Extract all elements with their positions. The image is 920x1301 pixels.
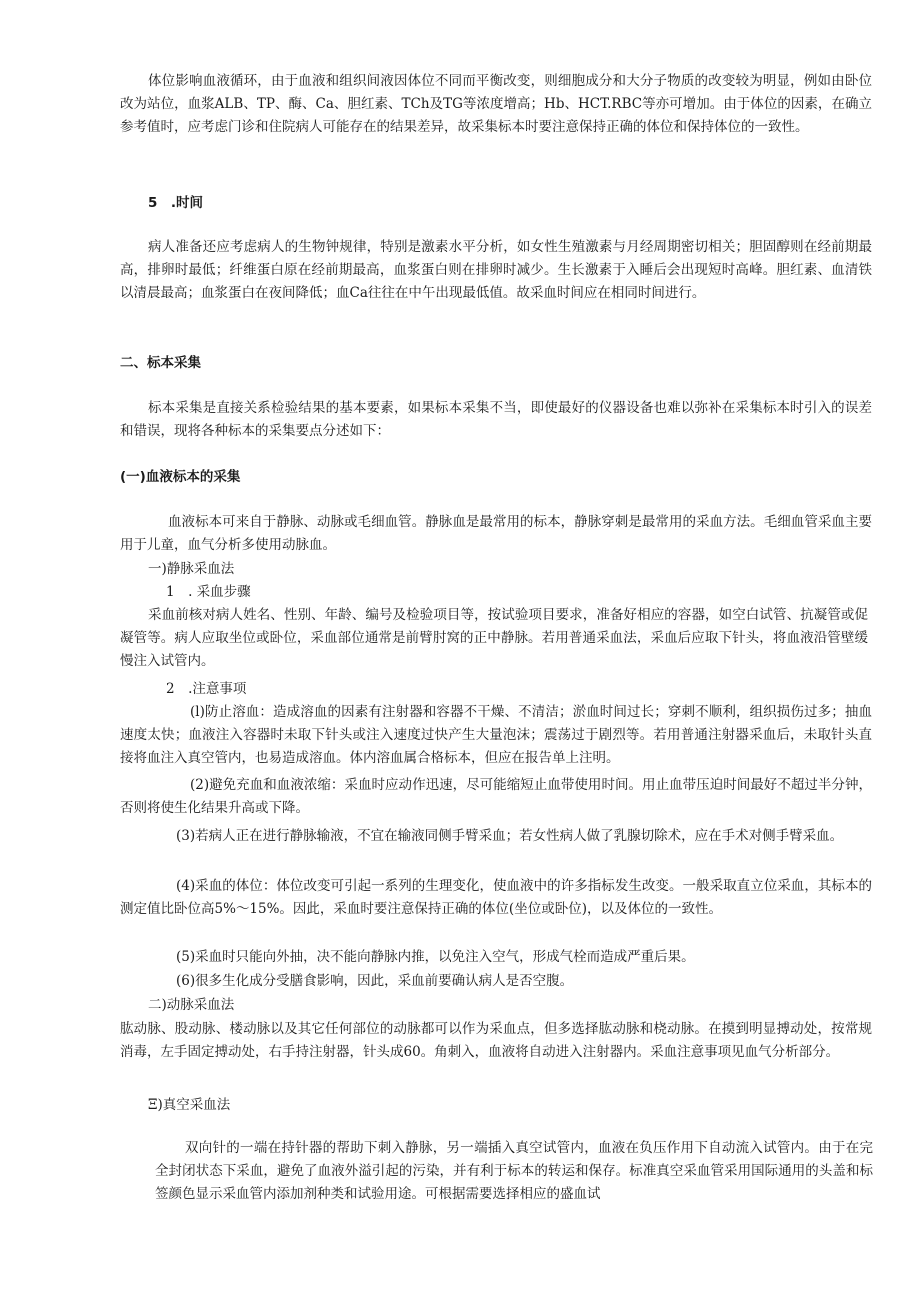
- time-paragraph: 病人准备还应考虑病人的生物钟规律，特别是激素水平分析，如女性生殖激素与月经周期密切相关；胆固醇则在经前期最高，排卵时最低；纤维蛋白原在经前期最高，血浆蛋白则在排卵时减少。生长激素于入睡后会出现短时高峰。胆红素、血清铁以清晨最高；血浆蛋白在夜间降低；血Ca往往在中午出现最低值。故采血时间应在相同时间进行。: [120, 239, 872, 302]
- step2-heading: 2 .注意事项: [166, 681, 247, 697]
- time-heading: 5 .时间: [148, 195, 204, 211]
- posture-effect-paragraph: 体位影响血液循环，由于血液和组织间液因体位不同而平衡改变，则细胞成分和大分子物质的改变较为明显，例如由卧位改为站位，血浆ALB、TP、酶、Ca、胆红素、TCh及TG等浓度增高；Hb、HCT.RBC等亦可增加。由于体位的因素，在确立参考值时，应考虑门诊和住院病人可能存在的结果差异，故采集标本时要注意保持正确的体位和保持体位的一致性。: [120, 73, 872, 136]
- section2-heading: 二、标本采集: [120, 355, 201, 371]
- arterial-paragraph: 肱动脉、股动脉、楼动脉以及其它任何部位的动脉都可以作为采血点，但多选择肱动脉和桡动脉。在摸到明显搏动处，按常规消毒，左手固定搏动处，右手持注射器，针头成60。角刺入，血液将自动进入注射器内。采血注意事项见血气分析部分。: [120, 1021, 872, 1061]
- note-congestion: (2)避免充血和血液浓缩：采血时应动作迅速，尽可能缩短止血带使用时间。用止血带压迫时间最好不超过半分钟，否则将使生化结果升高或下降。: [120, 777, 872, 817]
- note-hemolysis: (l)防止溶血：造成溶血的因素有注射器和容器不干燥、不清洁；淤血时间过长；穿刺不顺利，组织损伤过多；抽血速度太快；血液注入容器时未取下针头或注入速度过快产生大量泡沫；震荡过于剧烈等。若用普通注射器采血后，未取针头直接将血注入真空管内，也易造成溶血。体内溶血属合格标本，但应在报告单上注明。: [120, 704, 872, 767]
- note-fasting: (6)很多生化成分受膳食影响，因此，采血前要确认病人是否空腹。: [176, 973, 574, 989]
- step1-heading: 1 . 采血步骤: [166, 584, 251, 600]
- step1-paragraph: 采血前核对病人姓名、性别、年龄、编号及检验项目等，按试验项目要求，准备好相应的容器，如空白试管、抗凝管或促凝管等。病人应取坐位或卧位，采血部位通常是前臂肘窝的正中静脉。若用普通采血法，采血后应取下针头，将血液沿管壁缓慢注入试管内。: [120, 607, 868, 670]
- note-draw-direction: (5)采血时只能向外抽，决不能向静脉内推，以免注入空气，形成气栓而造成严重后果。: [176, 949, 695, 965]
- section2-paragraph: 标本采集是直接关系检验结果的基本要素，如果标本采集不当，即使最好的仪器设备也难以弥补在采集标本时引入的误差和错误，现将各种标本的采集要点分述如下：: [120, 400, 872, 440]
- note-infusion: (3)若病人正在进行静脉输液，不宜在输液同侧手臂采血；若女性病人做了乳腺切除术，应在手术对侧手臂采血。: [176, 828, 844, 844]
- arterial-method-heading: 二)动脉采血法: [148, 997, 235, 1013]
- venous-method-heading: 一)静脉采血法: [148, 561, 235, 577]
- vacuum-method-heading: Ξ)真空采血法: [148, 1097, 231, 1113]
- blood-sample-heading: (一)血液标本的采集: [120, 469, 241, 485]
- blood-sample-paragraph: 血液标本可来自于静脉、动脉或毛细血管。静脉血是最常用的标本，静脉穿刺是最常用的采血方法。毛细血管采血主要用于儿童，血气分析多使用动脉血。: [120, 514, 872, 554]
- vacuum-paragraph: 双向针的一端在持针器的帮助下刺入静脉，另一端插入真空试管内，血液在负压作用下自动流入试管内。由于在完全封闭状态下采血，避免了血液外溢引起的污染，并有利于标本的转运和保存。标准真空采血管采用国际通用的头盖和标签颜色显示采血管内添加剂种类和试验用途。可根据需要选择相应的盛血试: [155, 1140, 873, 1203]
- note-posture: (4)采血的体位：体位改变可引起一系列的生理变化，使血液中的许多指标发生改变。一般采取直立位采血，其标本的测定值比卧位高5%～15%。因此，采血时要注意保持正确的体位(坐位或卧位)，以及体位的一致性。: [120, 878, 872, 918]
